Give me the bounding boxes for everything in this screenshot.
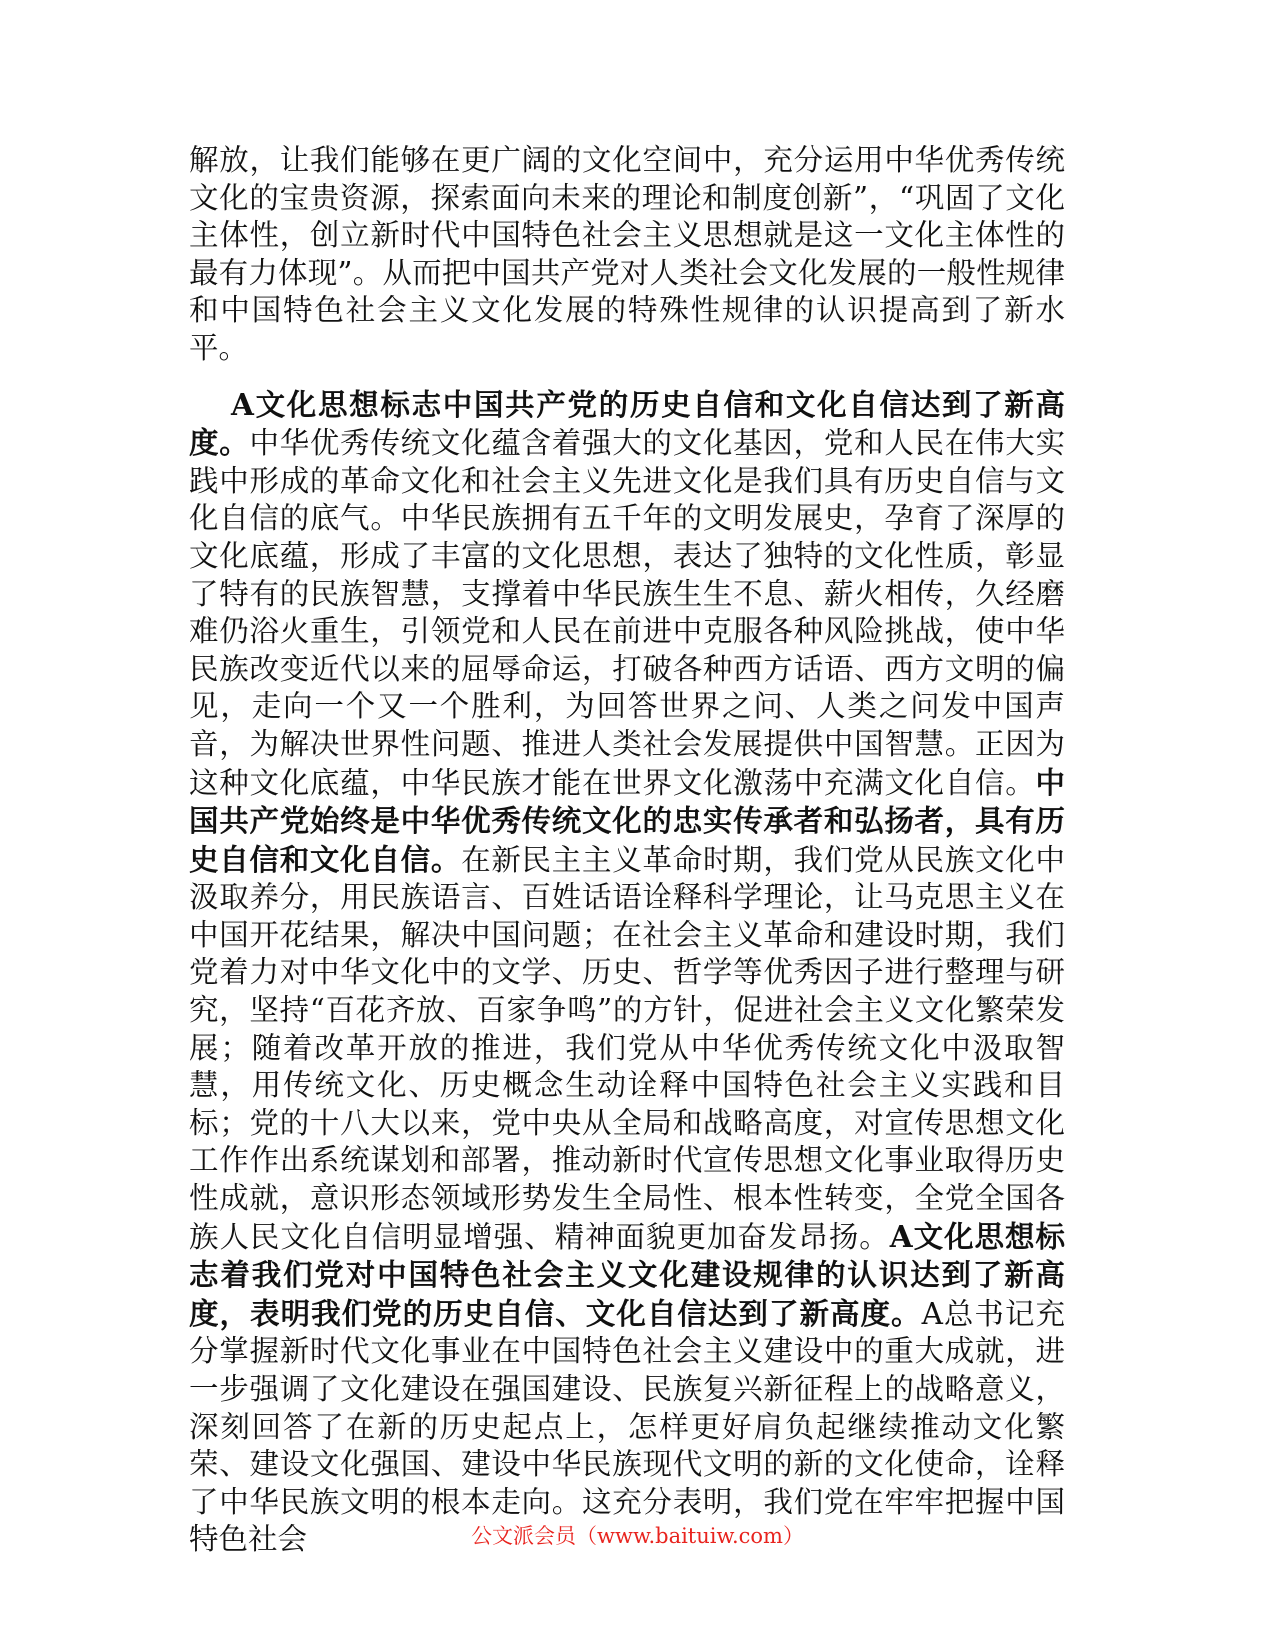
footer-watermark-text: 公文派会员（www.baituiw.com） (471, 1524, 804, 1548)
bold-emphasis: 中国共产党始终是中华优秀传统文化的忠实传承者和弘扬者，具有历史自信和文化自信。 (189, 764, 1065, 877)
paragraph-text: A总书记充分掌握新时代文化事业在中国特色社会主义建设中的重大成就，进一步强调了文化建设在强国建设、民族复兴新征程上的战略意义，深刻回答了在新的历史起点上，怎样更好肩负起继续推动文化繁荣、建设文化强国、建设中华民族现代文明的新的文化使命，诠释了中华民族文明的根本走向。这充分表明，我们党在牢牢把握中国特色社会 (189, 1296, 1065, 1557)
paragraph-continued (189, 142, 1065, 368)
paragraph-text: 解放，让我们能够在更广阔的文化空间中，充分运用中华优秀传统文化的宝贵资源，探索面向未来的理论和制度创新”，“巩固了文化主体性，创立新时代中国特色社会主义思想就是这一文化主体性的最有力体现”。从而把中国共产党对人类社会文化发展的一般性规律和中国特色社会主义文化发展的特殊性规律的认识提高到了新水平。 (189, 143, 1065, 365)
paragraph-text: 在新民主主义革命时期，我们党从民族文化中汲取养分，用民族语言、百姓话语诠释科学理论，让马克思主义在中国开花结果，解决中国问题；在社会主义革命和建设时期，我们党着力对中华文化中的文学、历史、哲学等优秀因子进行整理与研究，坚持“百花齐放、百家争鸣”的方针，促进社会主义文化繁荣发展；随着改革开放的推进，我们党从中华优秀传统文化中汲取智慧，用传统文化、历史概念生动诠释中国特色社会主义实践和目标；党的十八大以来，党中央从全局和战略高度，对宣传思想文化工作作出系统谋划和部署，推动新时代宣传思想文化事业取得历史性成就，意识形态领域形势发生全局性、根本性转变，全党全国各族人民文化自信明显增强、精神面貌更加奋发昂扬。 (189, 842, 1065, 1254)
bold-emphasis: A文化思想标志着我们党对中国特色社会主义文化建设规律的认识达到了新高度，表明我们党的历史自信、文化自信达到了新高度。 (189, 1218, 1065, 1331)
document-body (189, 142, 1065, 1559)
paragraph-heading: A文化思想标志中国共产党的历史自信和文化自信达到了新高度。 (189, 386, 1065, 461)
paragraph-cultural-confidence (189, 386, 1065, 1559)
paragraph-text: 中华优秀传统文化蕴含着强大的文化基因，党和人民在伟大实践中形成的革命文化和社会主义先进文化是我们具有历史自信与文化自信的底气。中华民族拥有五千年的文明发展史，孕育了深厚的文化底蕴，形成了丰富的文化思想，表达了独特的文化性质，彰显了特有的民族智慧，支撑着中华民族生生不息、薪火相传，久经磨难仍浴火重生，引领党和人民在前进中克服各种风险挑战，使中华民族改变近代以来的屈辱命运，打破各种西方话语、西方文明的偏见，走向一个又一个胜利，为回答世界之问、人类之问发中国声音，为解决世界性问题、推进人类社会发展提供中国智慧。正因为这种文化底蕴，中华民族才能在世界文化激荡中充满文化自信。 (189, 426, 1065, 800)
